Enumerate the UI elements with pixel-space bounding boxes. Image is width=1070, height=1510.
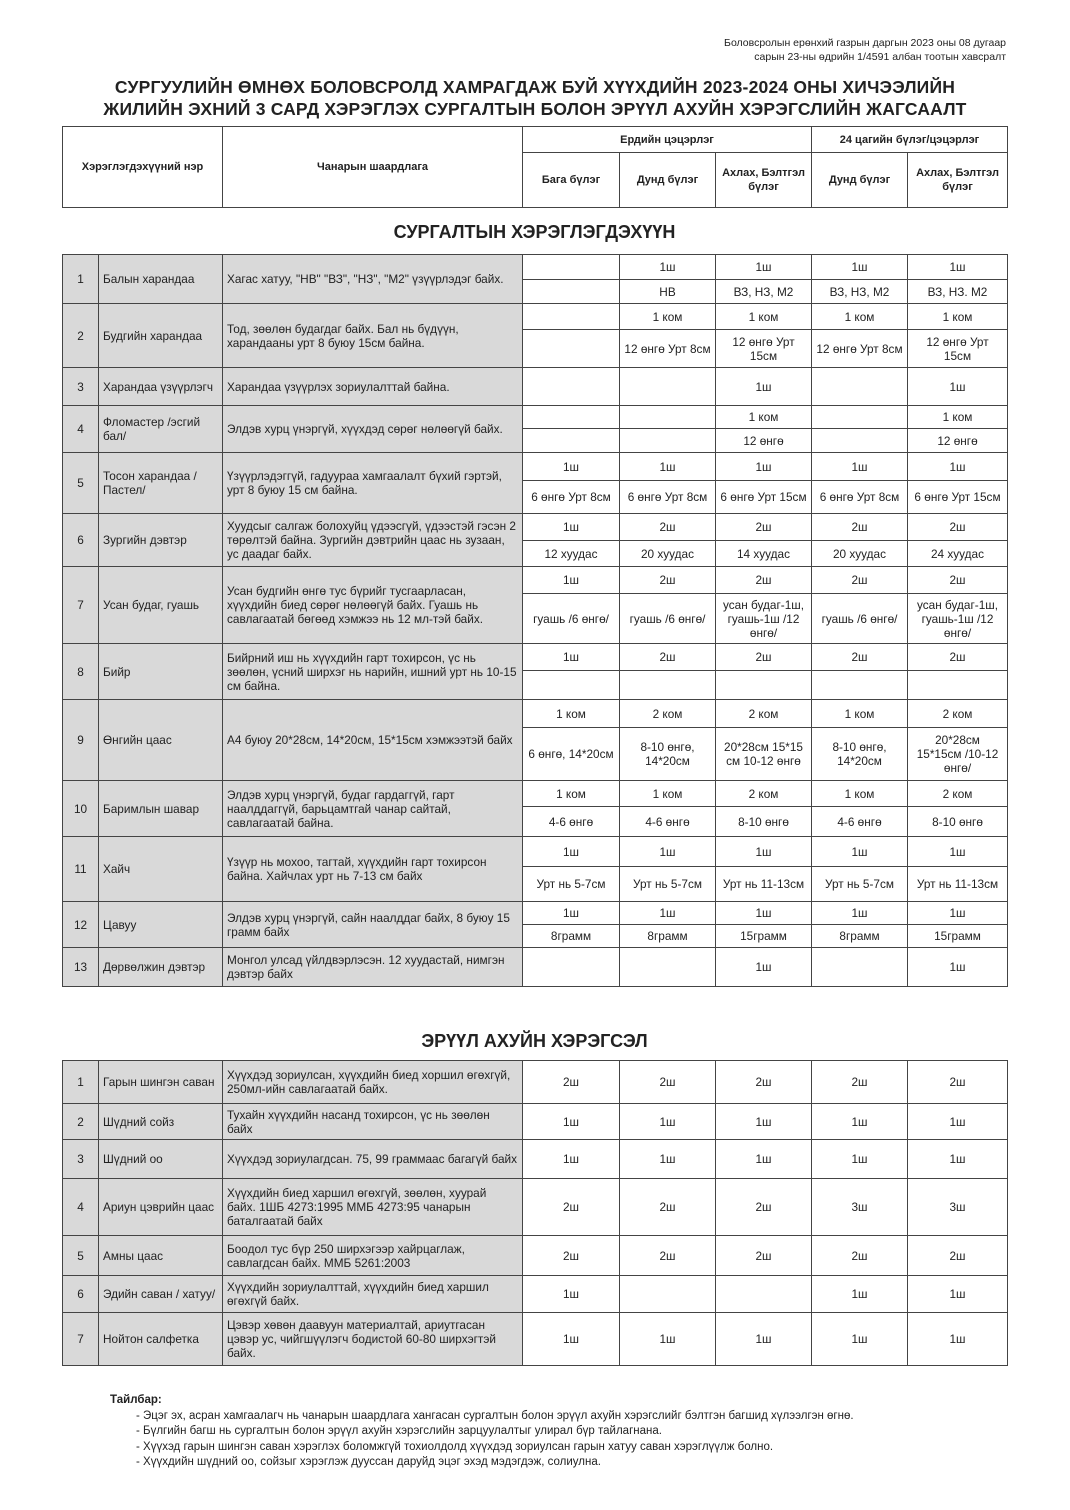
- table-row: [63, 1104, 1008, 1140]
- value-cell: [523, 429, 620, 453]
- item-name: Эдийн саван / хатуу/: [99, 1276, 223, 1313]
- value-cell: 2ш: [908, 644, 1008, 671]
- value-cell: 1 ком: [812, 700, 908, 728]
- item-name: Шүдний сойз: [99, 1104, 223, 1140]
- value-cell: 1ш: [716, 902, 812, 925]
- value-cell: 2ш: [716, 644, 812, 671]
- item-number: 1: [63, 1061, 99, 1104]
- table-row: [63, 304, 1008, 330]
- value-cell: 1ш: [620, 255, 716, 280]
- value-cell: [716, 1276, 812, 1313]
- value-cell: 1 ком: [523, 700, 620, 728]
- item-requirement: Үзүүр нь мохоо, тагтай, хүүхдийн гарт тохирсон байна. Хайчлах урт нь 7-13 см байх: [223, 837, 523, 902]
- value-cell: 4-6 өнгө: [620, 807, 716, 837]
- item-number: 2: [63, 304, 99, 368]
- value-cell: 1 ком: [523, 781, 620, 807]
- value-cell: 1ш: [716, 1313, 812, 1366]
- header-col: Ахлах, Бэлтгэл бүлэг: [716, 153, 812, 208]
- header-col: Ахлах, Бэлтгэл бүлэг: [908, 153, 1008, 208]
- value-cell: [812, 406, 908, 429]
- table-row: [63, 700, 1008, 728]
- item-requirement: Усан будгийн өнгө тус бүрийг тусгаарласан, хүүхдийн биед сөрөг нөлөөгүй байх. Гуашь нь савлагаатай бөгөөд хэмжээ нь 12 мл-тэй байх.: [223, 567, 523, 644]
- header-quality-req: Чанарын шаардлага: [223, 127, 523, 208]
- item-name: Зургийн дэвтэр: [99, 514, 223, 567]
- value-cell: 1ш: [716, 453, 812, 481]
- value-cell: 2 ком: [716, 700, 812, 728]
- value-cell: 2ш: [716, 1061, 812, 1104]
- table-row: [63, 837, 1008, 867]
- item-name: Ариун цэврийн цаас: [99, 1179, 223, 1236]
- value-cell: 1ш: [908, 368, 1008, 406]
- item-requirement: Хүүхдийн биед харшил өгөхгүй, зөөлөн, хуурай байх. 1ШБ 4273:1995 ММБ 4273:95 чанарын баталгаатай байх: [223, 1179, 523, 1236]
- value-cell: 2ш: [812, 1061, 908, 1104]
- title-line: ЖИЛИЙН ЭХНИЙ 3 САРД ХЭРЭГЛЭХ СУРГАЛТЫН БОЛОН ЭРҮҮЛ АХУЙН ХЭРЭГСЛИЙН ЖАГСААЛТ: [103, 99, 967, 119]
- item-number: 3: [63, 1140, 99, 1179]
- item-name: Будгийн харандаа: [99, 304, 223, 368]
- value-cell: ВЗ, НЗ. М2: [908, 280, 1008, 304]
- value-cell: 12 өнгө: [716, 429, 812, 453]
- top-note-line: Боловсролын ерөнхий газрын даргын 2023 оны 08 дугаар: [724, 37, 1006, 49]
- item-requirement: Хагас хатуу, "НВ" "ВЗ", "НЗ", "М2" үзүүрлэдэг байх.: [223, 255, 523, 304]
- item-requirement: Элдэв хурц үнэргүй, хүүхдэд сөрөг нөлөөгүй байх.: [223, 406, 523, 453]
- item-requirement: Боодол тус бүр 250 ширхэгээр хайрцаглаж, савлагдсан байх. ММБ 5261:2003: [223, 1236, 523, 1276]
- value-cell: 1ш: [523, 514, 620, 541]
- item-number: 9: [63, 700, 99, 781]
- value-cell: Урт нь 11-13см: [908, 867, 1008, 902]
- title-line: СУРГУУЛИЙН ӨМНӨХ БОЛОВСРОЛД ХАМРАГДАЖ БУЙ ХҮҮХДИЙН 2023-2024 ОНЫ ХИЧЭЭЛИЙН: [114, 77, 956, 97]
- value-cell: [523, 330, 620, 368]
- value-cell: 1ш: [716, 1104, 812, 1140]
- item-name: Дөрвөлжин дэвтэр: [99, 948, 223, 987]
- value-cell: гуашь /6 өнгө/: [620, 594, 716, 644]
- value-cell: [523, 948, 620, 987]
- value-cell: [812, 948, 908, 987]
- value-cell: 1ш: [812, 1276, 908, 1313]
- value-cell: 20*28см 15*15 см 10-12 өнгө: [716, 728, 812, 781]
- value-cell: 2ш: [620, 1236, 716, 1276]
- value-cell: [716, 671, 812, 700]
- value-cell: 2ш: [908, 1061, 1008, 1104]
- notes: [110, 1393, 1010, 1471]
- value-cell: 20*28см 15*15см /10-12 өнгө/: [908, 728, 1008, 781]
- value-cell: 3ш: [908, 1179, 1008, 1236]
- table-row: [63, 368, 1008, 406]
- item-name: Тосон харандаа / Пастел/: [99, 453, 223, 514]
- value-cell: 3ш: [812, 1179, 908, 1236]
- hygiene-table: [62, 1060, 1008, 1366]
- item-name: Балын харандаа: [99, 255, 223, 304]
- value-cell: 1ш: [908, 255, 1008, 280]
- value-cell: 1ш: [908, 453, 1008, 481]
- item-number: 6: [63, 1276, 99, 1313]
- value-cell: 12 өнгө Урт 15см: [716, 330, 812, 368]
- header-col: Дунд бүлэг: [812, 153, 908, 208]
- item-number: 5: [63, 453, 99, 514]
- value-cell: 2ш: [908, 567, 1008, 594]
- notes-title: Тайлбар:: [110, 1394, 162, 1406]
- value-cell: 12 өнгө: [908, 429, 1008, 453]
- item-number: 13: [63, 948, 99, 987]
- value-cell: [908, 671, 1008, 700]
- value-cell: 1ш: [716, 368, 812, 406]
- value-cell: [620, 948, 716, 987]
- value-cell: 2ш: [812, 514, 908, 541]
- value-cell: 1ш: [908, 837, 1008, 867]
- value-cell: 1ш: [523, 1104, 620, 1140]
- value-cell: 4-6 өнгө: [812, 807, 908, 837]
- item-number: 1: [63, 255, 99, 304]
- note-item: - Эцэг эх, асран хамгаалагч нь чанарын шаардлага хангасан сургалтын болон эрүүл ахуйн хэрэгслийг бэлтгэн багшид хүлээлгэн өгнө.: [136, 1409, 854, 1422]
- item-number: 5: [63, 1236, 99, 1276]
- note-item: - Хүүхэд гарын шингэн саван хэрэглэх боломжгүй тохиолдолд хүүхдэд зориулсан гарын хатуу саван хэрэглүүлж болно.: [136, 1440, 774, 1453]
- value-cell: 1ш: [908, 1313, 1008, 1366]
- item-name: Амны цаас: [99, 1236, 223, 1276]
- value-cell: 1ш: [523, 837, 620, 867]
- item-number: 7: [63, 1313, 99, 1366]
- value-cell: 2ш: [716, 514, 812, 541]
- value-cell: 8-10 өнгө: [716, 807, 812, 837]
- value-cell: 1ш: [523, 644, 620, 671]
- item-name: Баримлын шавар: [99, 781, 223, 837]
- value-cell: [620, 429, 716, 453]
- item-requirement: А4 буюу 20*28см, 14*20см, 15*15см хэмжээтэй байх: [223, 700, 523, 781]
- table-row: [63, 902, 1008, 925]
- value-cell: [620, 368, 716, 406]
- page-title: [40, 76, 1030, 120]
- value-cell: [523, 255, 620, 280]
- value-cell: [523, 368, 620, 406]
- value-cell: 1 ком: [620, 304, 716, 330]
- value-cell: [523, 671, 620, 700]
- value-cell: 15грамм: [908, 925, 1008, 948]
- value-cell: 1ш: [716, 1140, 812, 1179]
- value-cell: 1 ком: [716, 406, 812, 429]
- table-row: [63, 1313, 1008, 1366]
- top-note: [724, 36, 1006, 64]
- table-row: [63, 567, 1008, 594]
- value-cell: 8-10 өнгө, 14*20см: [812, 728, 908, 781]
- header-col: Бага бүлэг: [523, 153, 620, 208]
- value-cell: 1 ком: [908, 406, 1008, 429]
- value-cell: 2ш: [523, 1061, 620, 1104]
- value-cell: 1ш: [523, 1313, 620, 1366]
- value-cell: Урт нь 11-13см: [716, 867, 812, 902]
- value-cell: усан будаг-1ш, гуашь-1ш /12 өнгө/: [716, 594, 812, 644]
- value-cell: 6 өнгө Урт 8см: [620, 481, 716, 514]
- item-number: 8: [63, 644, 99, 700]
- section-title-training: СУРГАЛТЫН ХЭРЭГЛЭГДЭХҮҮН: [393, 222, 676, 242]
- item-number: 6: [63, 514, 99, 567]
- item-number: 10: [63, 781, 99, 837]
- value-cell: 1ш: [523, 567, 620, 594]
- header-col: Дунд бүлэг: [620, 153, 716, 208]
- table-row: [63, 1276, 1008, 1313]
- item-number: 3: [63, 368, 99, 406]
- item-name: Бийр: [99, 644, 223, 700]
- value-cell: 1ш: [812, 1313, 908, 1366]
- value-cell: ВЗ, НЗ, М2: [812, 280, 908, 304]
- header-item-name: Хэрэглэгдэхүүний нэр: [63, 127, 223, 208]
- value-cell: 8грамм: [620, 925, 716, 948]
- value-cell: 2 ком: [716, 781, 812, 807]
- item-number: 2: [63, 1104, 99, 1140]
- value-cell: 2ш: [620, 567, 716, 594]
- item-name: Нойтон салфетка: [99, 1313, 223, 1366]
- item-name: Харандаа үзүүрлэгч: [99, 368, 223, 406]
- value-cell: 1 ком: [812, 781, 908, 807]
- table-row: [63, 255, 1008, 280]
- item-name: Цавуу: [99, 902, 223, 948]
- note-item: - Бүлгийн багш нь сургалтын болон эрүүл ахуйн хэрэгслийн зарцуулалтыг улирал бүр тайлагнана.: [136, 1425, 662, 1437]
- item-number: 7: [63, 567, 99, 644]
- value-cell: 2ш: [908, 514, 1008, 541]
- item-requirement: Тухайн хүүхдийн насанд тохирсон, үс нь зөөлөн байх: [223, 1104, 523, 1140]
- value-cell: 1ш: [523, 1276, 620, 1313]
- value-cell: 1 ком: [812, 304, 908, 330]
- value-cell: 1 ком: [908, 304, 1008, 330]
- value-cell: 1ш: [908, 948, 1008, 987]
- table-row: [63, 644, 1008, 671]
- item-requirement: Элдэв хурц үнэргүй, сайн наалддаг байх, 8 буюу 15 грамм байх: [223, 902, 523, 948]
- header-table: [62, 126, 1008, 208]
- top-note-line: сарын 23-ны өдрийн 1/4591 албан тоотын хавсралт: [754, 51, 1006, 63]
- item-requirement: Хүүхдэд зориулсан, хүүхдийн биед хоршил өгөхгүй, 250мл-ийн савлагаатай байх.: [223, 1061, 523, 1104]
- value-cell: усан будаг-1ш, гуашь-1ш /12 өнгө/: [908, 594, 1008, 644]
- value-cell: 12 өнгө Урт 8см: [620, 330, 716, 368]
- item-number: 11: [63, 837, 99, 902]
- value-cell: 14 хуудас: [716, 541, 812, 567]
- item-name: Өнгийн цаас: [99, 700, 223, 781]
- item-requirement: Бийрний иш нь хүүхдийн гарт тохирсон, үс нь зөөлөн, үсний ширхэг нь нарийн, ишний урт нь 10-15 см байна.: [223, 644, 523, 700]
- value-cell: 1ш: [523, 902, 620, 925]
- value-cell: 12 хуудас: [523, 541, 620, 567]
- table-row: [63, 453, 1008, 481]
- value-cell: 2ш: [908, 1236, 1008, 1276]
- value-cell: 2ш: [523, 1179, 620, 1236]
- value-cell: 6 өнгө Урт 8см: [812, 481, 908, 514]
- value-cell: 12 өнгө Урт 8см: [812, 330, 908, 368]
- value-cell: 1ш: [812, 902, 908, 925]
- table-row: [63, 1140, 1008, 1179]
- table-row: [63, 514, 1008, 541]
- value-cell: 2ш: [523, 1236, 620, 1276]
- value-cell: 1ш: [908, 1276, 1008, 1313]
- item-requirement: Харандаа үзүүрлэх зориулалттай байна.: [223, 368, 523, 406]
- value-cell: Урт нь 5-7см: [620, 867, 716, 902]
- value-cell: 2 ком: [908, 700, 1008, 728]
- value-cell: 2ш: [812, 567, 908, 594]
- value-cell: 1ш: [620, 1104, 716, 1140]
- value-cell: 1ш: [620, 1140, 716, 1179]
- value-cell: 1ш: [812, 255, 908, 280]
- value-cell: 1ш: [620, 453, 716, 481]
- item-requirement: Хүүхдийн зориулалттай, хүүхдийн биед харшил өгөхгүй байх.: [223, 1276, 523, 1313]
- item-requirement: Элдэв хурц үнэргүй, будаг гардаггүй, гарт наалддаггүй, барьцамтгай чанар сайтай, савлагаатай байна.: [223, 781, 523, 837]
- value-cell: [812, 671, 908, 700]
- value-cell: 8грамм: [812, 925, 908, 948]
- value-cell: 20 хуудас: [620, 541, 716, 567]
- value-cell: 1ш: [812, 837, 908, 867]
- value-cell: 4-6 өнгө: [523, 807, 620, 837]
- value-cell: 8-10 өнгө, 14*20см: [620, 728, 716, 781]
- value-cell: 2ш: [620, 514, 716, 541]
- value-cell: 8грамм: [523, 925, 620, 948]
- value-cell: [523, 304, 620, 330]
- value-cell: 2ш: [620, 644, 716, 671]
- value-cell: 1ш: [908, 902, 1008, 925]
- item-name: Шүдний оо: [99, 1140, 223, 1179]
- table-row: [63, 781, 1008, 807]
- value-cell: 1ш: [716, 948, 812, 987]
- value-cell: 2 ком: [908, 781, 1008, 807]
- value-cell: 2ш: [812, 644, 908, 671]
- value-cell: 2 ком: [620, 700, 716, 728]
- item-number: 4: [63, 1179, 99, 1236]
- header-group-regular: Ердийн цэцэрлэг: [523, 127, 812, 153]
- value-cell: 2ш: [620, 1179, 716, 1236]
- value-cell: 1ш: [716, 255, 812, 280]
- item-requirement: Тод, зөөлөн будагдаг байх. Бал нь бүдүүн, харандааны урт 8 буюу 15см байна.: [223, 304, 523, 368]
- value-cell: гуашь /6 өнгө/: [523, 594, 620, 644]
- item-name: Гарын шингэн саван: [99, 1061, 223, 1104]
- value-cell: [620, 1276, 716, 1313]
- value-cell: 15грамм: [716, 925, 812, 948]
- value-cell: 12 өнгө Урт 15см: [908, 330, 1008, 368]
- value-cell: 1ш: [620, 902, 716, 925]
- value-cell: Урт нь 5-7см: [812, 867, 908, 902]
- item-number: 12: [63, 902, 99, 948]
- value-cell: 1ш: [812, 453, 908, 481]
- value-cell: 1ш: [908, 1104, 1008, 1140]
- table-row: [63, 1061, 1008, 1104]
- value-cell: 2ш: [716, 567, 812, 594]
- table-row: [63, 1179, 1008, 1236]
- table-row: [63, 948, 1008, 987]
- value-cell: 1ш: [523, 1140, 620, 1179]
- value-cell: 1 ком: [716, 304, 812, 330]
- value-cell: [620, 671, 716, 700]
- section-title-hygiene: ЭРҮҮЛ АХУЙН ХЭРЭГСЭЛ: [421, 1031, 648, 1051]
- value-cell: 1ш: [812, 1140, 908, 1179]
- value-cell: [812, 429, 908, 453]
- value-cell: 6 өнгө Урт 15см: [908, 481, 1008, 514]
- item-name: Усан будаг, гуашь: [99, 567, 223, 644]
- table-row: [63, 1236, 1008, 1276]
- value-cell: 6 өнгө Урт 8см: [523, 481, 620, 514]
- value-cell: 1ш: [620, 837, 716, 867]
- value-cell: 1ш: [620, 1313, 716, 1366]
- item-requirement: Цэвэр хөвөн даавуун материалтай, ариутгасан цэвэр ус, чийгшүүлэгч бодистой 60-80 ширхэгтэй байх.: [223, 1313, 523, 1366]
- item-number: 4: [63, 406, 99, 453]
- value-cell: 2ш: [812, 1236, 908, 1276]
- value-cell: 1 ком: [620, 781, 716, 807]
- value-cell: [523, 406, 620, 429]
- value-cell: 24 хуудас: [908, 541, 1008, 567]
- value-cell: 8-10 өнгө: [908, 807, 1008, 837]
- note-item: - Хүүхдийн шүдний оо, сойзыг хэрэглэж дууссан даруйд эцэг эхэд мэдэгдэж, солиулна.: [136, 1456, 601, 1468]
- table-row: [63, 406, 1008, 429]
- value-cell: 1ш: [812, 1104, 908, 1140]
- value-cell: НВ: [620, 280, 716, 304]
- item-requirement: Хүүхдэд зориулагдсан. 75, 99 граммаас багагүй байх: [223, 1140, 523, 1179]
- value-cell: [523, 280, 620, 304]
- value-cell: 2ш: [620, 1061, 716, 1104]
- value-cell: 20 хуудас: [812, 541, 908, 567]
- value-cell: ВЗ, НЗ, М2: [716, 280, 812, 304]
- value-cell: гуашь /6 өнгө/: [812, 594, 908, 644]
- value-cell: 1ш: [908, 1140, 1008, 1179]
- value-cell: 2ш: [716, 1236, 812, 1276]
- training-table: [62, 254, 1008, 987]
- value-cell: 6 өнгө, 14*20см: [523, 728, 620, 781]
- item-name: Фломастер /эсгий бал/: [99, 406, 223, 453]
- value-cell: [812, 368, 908, 406]
- item-requirement: Хуудсыг салгаж болохуйц үдээсгүй, үдээстэй гэсэн 2 төрөлтэй байна. Зургийн дэвтрийн цаас нь зузаан, ус даадаг байх.: [223, 514, 523, 567]
- item-name: Хайч: [99, 837, 223, 902]
- value-cell: 2ш: [716, 1179, 812, 1236]
- value-cell: 1ш: [523, 453, 620, 481]
- value-cell: 6 өнгө Урт 15см: [716, 481, 812, 514]
- value-cell: [620, 406, 716, 429]
- item-requirement: Монгол улсад үйлдвэрлэсэн. 12 хуудастай, нимгэн дэвтэр байх: [223, 948, 523, 987]
- value-cell: Урт нь 5-7см: [523, 867, 620, 902]
- value-cell: 1ш: [716, 837, 812, 867]
- header-group-24h: 24 цагийн бүлэг/цэцэрлэг: [812, 127, 1008, 153]
- item-requirement: Үзүүрлэдэггүй, гадуураа хамгаалалт бүхий гэртэй, урт 8 буюу 15 см байна.: [223, 453, 523, 514]
